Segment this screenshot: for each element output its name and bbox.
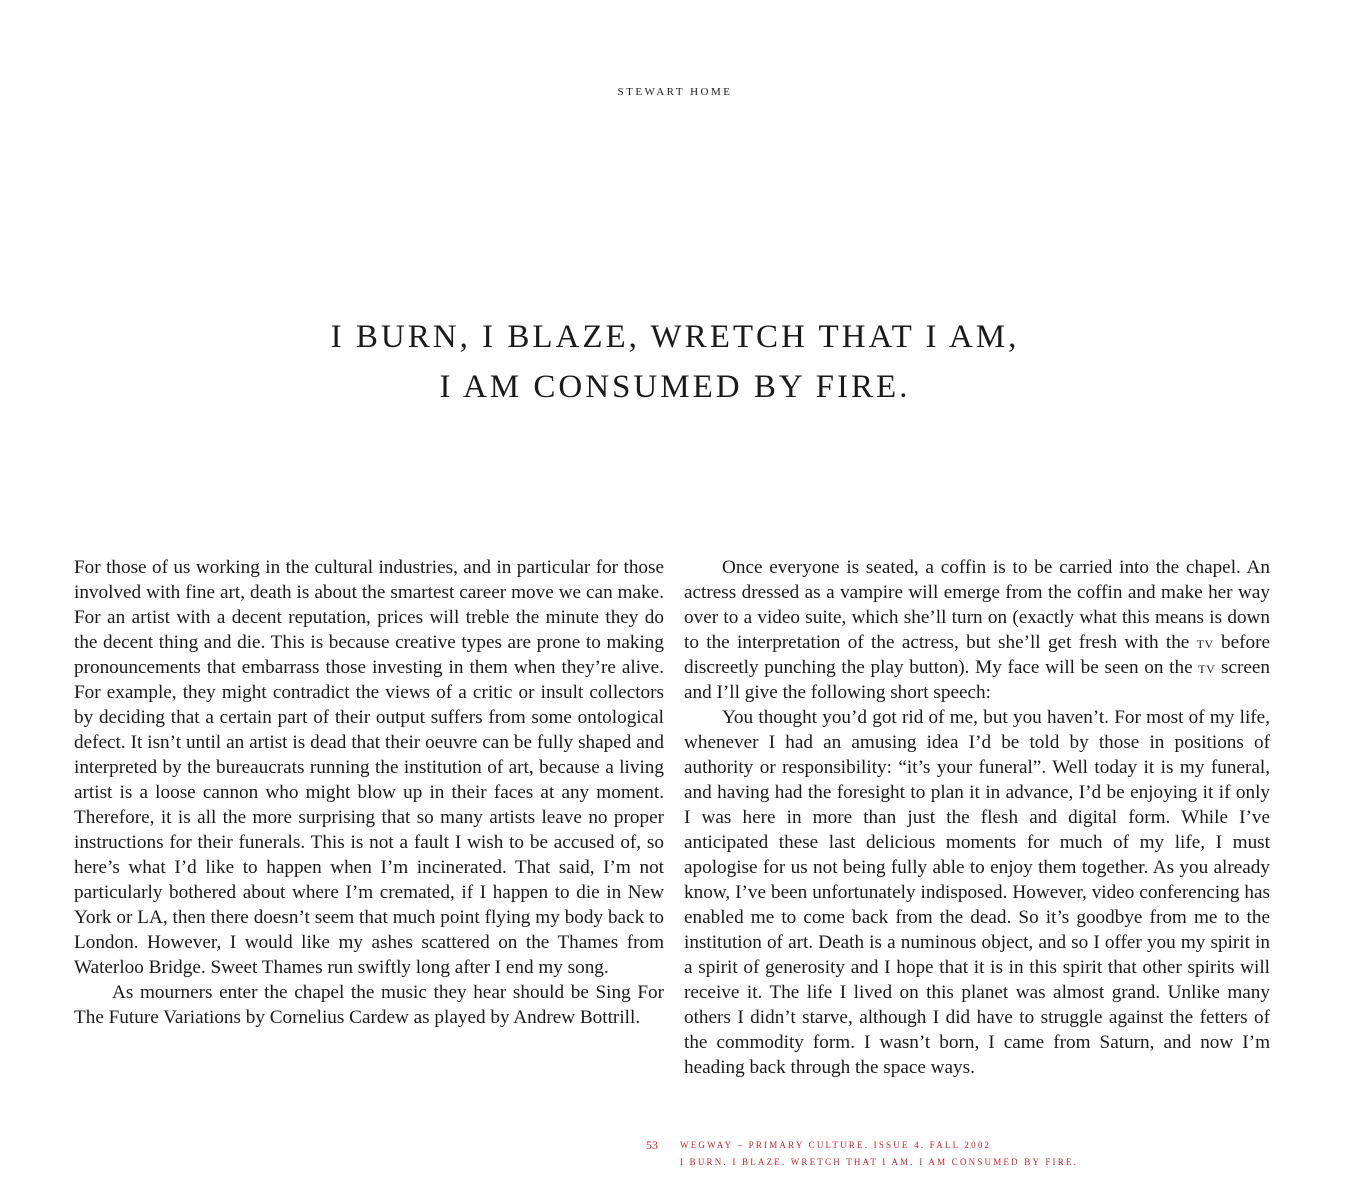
running-title: I BURN. I BLAZE. WRETCH THAT I AM. I AM CONSUMED BY FIRE.: [680, 1157, 1079, 1167]
body-paragraph: For those of us working in the cultural industries, and in particular for those involved with fine art, death is about the smartest career move we can make. For an artist with a decent reputation, prices will treble the minute they do the decent thing and die. This is because creative types are prone to making pronouncements that embarrass those investing in them when they’re alive. For example, they might contradict the views of a critic or insult collectors by deciding that a certain part of their output suffers from some ontological defect. It isn’t until an artist is dead that their oeuvre can be fully shaped and interpreted by the bureaucrats running the institution of art, because a living artist is a loose cannon who might blow up in their faces at any moment. Therefore, it is all the more surprising that so many artists leave no proper instructions for their funerals. This is not a fault I wish to be accused of, so here’s what I’d like to happen when I’m incinerated. That said, I’m not particularly bothered about where I’m cremated, if I happen to die in New York or LA, then there doesn’t seem that much point flying my body back to London. However, I would like my ashes scattered on the Thames from Waterloo Bridge. Sweet Thames run swiftly long after I end my song.: [74, 557, 664, 978]
title-line-1: I BURN, I BLAZE, WRETCH THAT I AM,: [330, 319, 1020, 355]
speech-paragraph: You thought you’d got rid of me, but you haven’t. For most of my life, whenever I had an amusing idea I’d be told by those in positions of authority or responsibility: “it’s your funeral”. Well today it is my funeral, and having had the foresight to plan it in advance, I’d be enjoying it if only I was here in more than just the flesh and digital form. While I’ve anticipated these last delicious moments for much of my life, I must apologise for us not being fully able to enjoy them together. As you already know, I’ve been unfortunately indisposed. However, video conferencing has enabled me to come back from the dead. So it’s goodbye from me to the institution of art. Death is a numinous object, and so I offer you my spirit in a spirit of generosity and I hope that it is in this spirit that other spirits will receive it. The life I lived on this planet was almost grand. Unlike many others I didn’t starve, although I did have to struggle against the fetters of the commodity form. I wasn’t born, I came from Saturn, and now I’m heading back through the space ways.: [684, 707, 1270, 1078]
author-name: STEWART HOME: [617, 86, 733, 98]
tv-abbreviation: tv: [1196, 633, 1214, 652]
paragraph-text: screen and I’ll give the following short speech:: [684, 657, 1270, 703]
page-number: 53: [646, 1138, 658, 1152]
publication-info: WEGWAY – PRIMARY CULTURE. ISSUE 4. FALL 2002: [680, 1140, 992, 1150]
body-paragraph: As mourners enter the chapel the music they hear should be Sing For The Future Variations by Cornelius Cardew as played by Andrew Bottrill.: [74, 982, 664, 1028]
tv-abbreviation: tv: [1198, 658, 1216, 677]
body-paragraph: [684, 555, 1270, 705]
title-line-2: I AM CONSUMED BY FIRE.: [439, 369, 911, 405]
paragraph-text: before discreetly punching the play button). My face will be seen on the: [684, 632, 1270, 678]
body-column-right: [684, 555, 1270, 1080]
body-column-left: [74, 555, 664, 1030]
paragraph-text: Once everyone is seated, a coffin is to be carried into the chapel. An actress dressed as a vampire will emerge from the coffin and make her way over to a video suite, which she’ll turn on (exactly what this means is down to the interpretation of the actress, but she’ll get fresh with the: [684, 557, 1270, 653]
article-title: [0, 312, 1350, 412]
